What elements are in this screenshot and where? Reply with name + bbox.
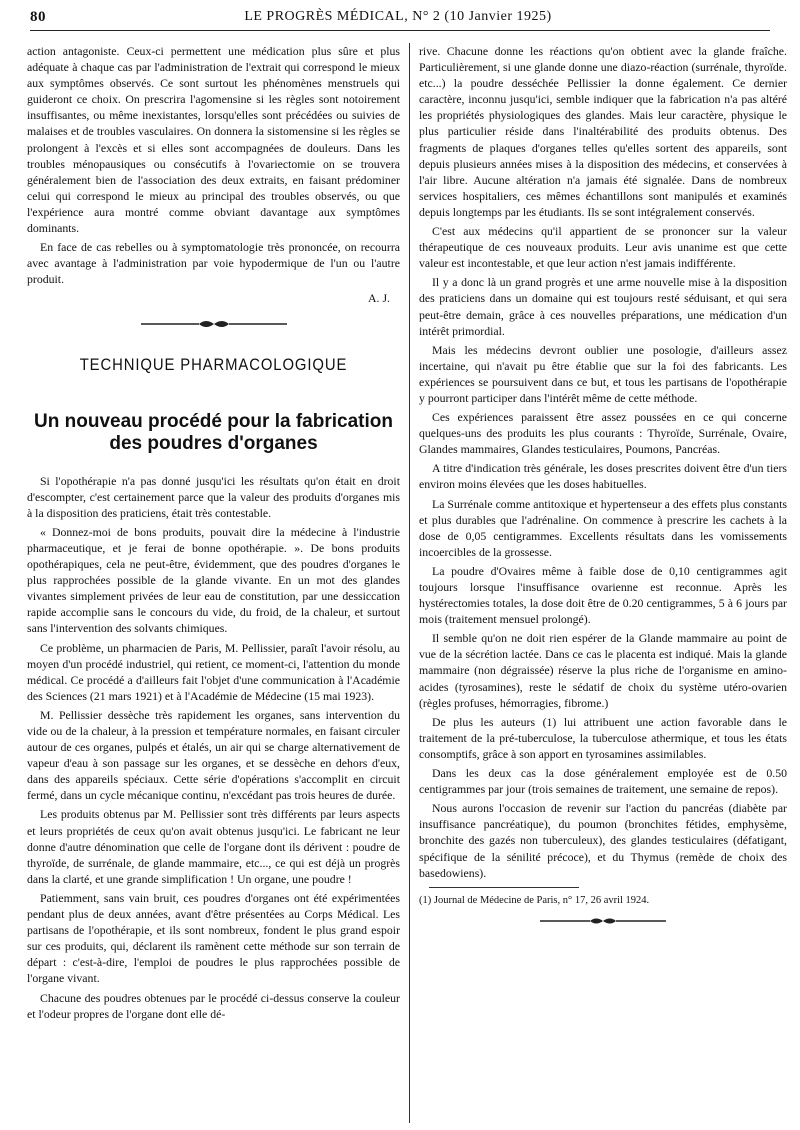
paragraph: Si l'opothérapie n'a pas donné jusqu'ici les résultats qu'on était en droit d'escompter, c'est certainement parce que la valeur des produits d'organes mis à la disposition des praticiens, était très contestable. [27, 473, 400, 520]
author-signature: A. J. [368, 291, 390, 306]
paragraph: C'est aux médecins qu'il appartient de se prononcer sur la valeur thérapeutique de ces nouveaux produits. Leur avis unanime est que cette valeur est incontestable, et que leur action n'est jamais indifférente. [419, 224, 787, 271]
right-column [419, 43, 787, 1125]
running-header [30, 4, 770, 31]
article-title: Un nouveau procédé pour la fabrication des poudres d'organes [34, 410, 393, 454]
paragraph: La poudre d'Ovaires même à faible dose de 0,10 centigrammes agit toujours lorsque l'insuffisance ovarienne est reconnue. Après les hystérectomies totales, la dose doit être de 0.20 centigrammes, 5 à 6 jours par mois (traitement mensuel prolongé). [419, 563, 787, 627]
page-number: 80 [30, 8, 46, 25]
paragraph: action antagoniste. Ceux-ci permettent une médication plus sûre et plus adéquate à chaque cas par l'administration de l'extrait qui correspond le mieux aux symptômes observés. Ce sont surtout les phénomènes menstruels qui guideront ce choix. On prescrira l'agomensine si les règles sont notoirement insuffisantes, ou même inexistantes, lorsqu'elles sont précédées ou suivies de malaises et de troubles vasculaires. On donnera la sistomensine si les règles se prolongent à l'excès et si elles sont accompagnées de douleurs. Dans les troubles ménopausiques ou consécutifs à l'ovariectomie on se trouvera généralement bien de l'association des deux extraits, en faisant prédominer celui qui correspond le mieux au principal des troubles observés, ou que l'expérience aura montré comme obviant davantage aux symptômes dominants. [27, 44, 400, 236]
paragraph: Ce problème, un pharmacien de Paris, M. Pellissier, paraît l'avoir résolu, au moyen d'un procédé industriel, qui retient, ce moment-ci, l'attention du monde médical. Ce procédé a d'ailleurs fait l'objet d'une communication à l'Académie des Sciences (21 mars 1921) et à l'Académie de Médecine (15 mai 1923). [27, 640, 400, 703]
decorative-rule-icon [139, 317, 289, 331]
section-title: TECHNIQUE PHARMACOLOGIQUE [79, 355, 348, 374]
paragraph: Chacune des poudres obtenues par le procédé ci-dessus conserve la couleur et l'odeur propres de l'organe dont elle dé- [27, 990, 400, 1021]
paragraph: Dans les deux cas la dose généralement employée est de 0.50 centigrammes par jour (trois semaines de traitement, une semaine de repos). [419, 766, 787, 797]
paragraph: A titre d'indication très générale, les doses prescrites doivent être d'un tiers environ moins élevées que les doses habituelles. [419, 461, 787, 492]
decorative-rule-icon [538, 915, 668, 927]
paragraph: De plus les auteurs (1) lui attribuent une action favorable dans le traitement de la pré-tuberculose, la tuberculose athermique, et tous les états consomptifs, grâce à son apport en tyrosamines assimilables. [419, 714, 787, 761]
paragraph: La Surrénale comme antitoxique et hypertenseur a des effets plus constants et plus durables que l'adrénaline. On commence à prescrire les cachets à la dose de 0,05 centigrammes. Excellents résultats dans les vomissements incoercibles de la grossesse. [419, 496, 787, 559]
footnote: (1) Journal de Médecine de Paris, n° 17, 26 avril 1924. [419, 894, 650, 906]
column-divider [409, 43, 410, 1123]
paragraph: M. Pellissier dessèche très rapidement les organes, sans intervention du vide ou de la chaleur, à la pression et température normales, en faisant circuler autour de ces organes, pulpés et étalés, un air qui se charge alternativement de vapeur d'eau à son passage sur les organes, et se dessèche en dehors d'eux, dans des appareils spéciaux. Cette série d'opérations s'accomplit en circuit fermé, dans un cycle mécanique continu, n'excédant pas trois heures de durée. [27, 707, 400, 803]
paragraph: « Donnez-moi de bons produits, pouvait dire la médecine à l'industrie pharmaceutique, et je ferai de bonne opothérapie. ». De bons produits opothérapiques, cela ne peut-être, évidemment, que des poudres d'organes le plus rapprochées possible de la glande vivante. En un mot des glandes vivantes simplement privées de leur eau de constitution, par une dessiccation rapide accomplie sans le concours du vide, du froid, de la chaleur, et surtout sans l'intervention des solvants chimiques. [27, 524, 400, 636]
paragraph: Il semble qu'on ne doit rien espérer de la Glande mammaire au point de vue de la sécrétion lactée. Dans ce cas le placenta est indiqué. Mais la glande mammaire (non dégraissée) réserve la plus riche de l'organisme en amino-acides (tyrosamines), reste le sédatif de choix du système utéro-ovarien (règles profuses, hémorragies, fibrome.) [419, 631, 787, 710]
paragraph: Ces expériences paraissent être assez poussées en ce qui concerne quelques-uns des produits les plus courants : Thyroïde, Surrénale, Ovaire, Glandes mammaires, Glandes testiculaires, Poumons, Pancréas. [419, 410, 787, 457]
journal-title: LE PROGRÈS MÉDICAL, N° 2 (10 Janvier 1925) [244, 9, 552, 24]
paragraph: Il y a donc là un grand progrès et une arme nouvelle mise à la disposition des praticiens dans un domaine qui est toujours resté séduisant, et qui sera peut-être demain, grâce à ces nouvelles préparations, une médication d'un intérêt primordial. [419, 275, 787, 338]
paragraph: Mais les médecins devront oublier une posologie, d'ailleurs assez incertaine, qui n'avait pu être établie que sur la foi des fabricants. Les expériences se poursuivent dans ce but, et tous les partisans de l'opothérapie y pourront participer dans l'intérêt même de cette méthode. [419, 342, 787, 405]
footnote-rule [429, 887, 579, 888]
paragraph: Les produits obtenus par M. Pellissier sont très différents par leurs aspects et leurs propriétés de ceux qu'on avait obtenus jusqu'ici. Le fabricant ne leur donne d'autre dénomination que celle de l'organe dont ils dérivent : poudre de thyroïde, de surrénale, de glande mammaire, etc..., ce qui est déjà un progrès dans la clarté, et une grande simplification ! Un organe, une poudre ! [27, 807, 400, 886]
paragraph: Patiemment, sans vain bruit, ces poudres d'organes ont été expérimentées pendant plus de deux années, avant d'être présentées au Corps Médical. Les partisans de l'opothérapie, et ils sont nombreux, fondent le plus grand espoir sur ces produits, qui, déclarent ils ramènent cette méthode sur son terrain de départ : c'est-à-dire, l'emploi de poudres le plus rapprochées possible de l'organe vivant. [27, 890, 400, 986]
left-column [27, 43, 400, 1125]
paragraph: Nous aurons l'occasion de revenir sur l'action du pancréas (diabète par insuffisance pancréatique), du poumon (bronchites fétides, emphysème, bronchite des gazés non tuberculeux), des glandes testiculaires (défatigant, spécifique de la sénilité précoce), et du Thymus (remède de choix des basedowiens). [419, 801, 787, 880]
paragraph: rive. Chacune donne les réactions qu'on obtient avec la glande fraîche. Particulièrement, si une glande donne une diazo-réaction (surrénale, thyroïde. etc...) la poudre desséchée Pellissier la donne également. Ce dernier caractère, inconnu jusqu'ici, semble indiquer que la fabrication n'a pas altéré les propriétés physiologiques des glandes. Mais leur caractère, physique le plus particulier réside dans l'inaltérabilité des produits obtenus. Des fragments de plaques d'organes telles qu'elles sortent des appareils, sont depuis plusieurs années mises à la disposition des médecins, et conservées à l'air libre. Aucune altération n'a jamais été signalée. Dans de nombreux services hospitaliers, ces mêmes échantillons sont manipulés et examinés depuis longtemps par les étudiants. Ils se sont intégralement conservés. [419, 44, 787, 219]
paragraph: En face de cas rebelles ou à symptomatologie très prononcée, on recourra avec avantage à l'administration par voie hypodermique de l'un ou l'autre produit. [27, 240, 400, 287]
